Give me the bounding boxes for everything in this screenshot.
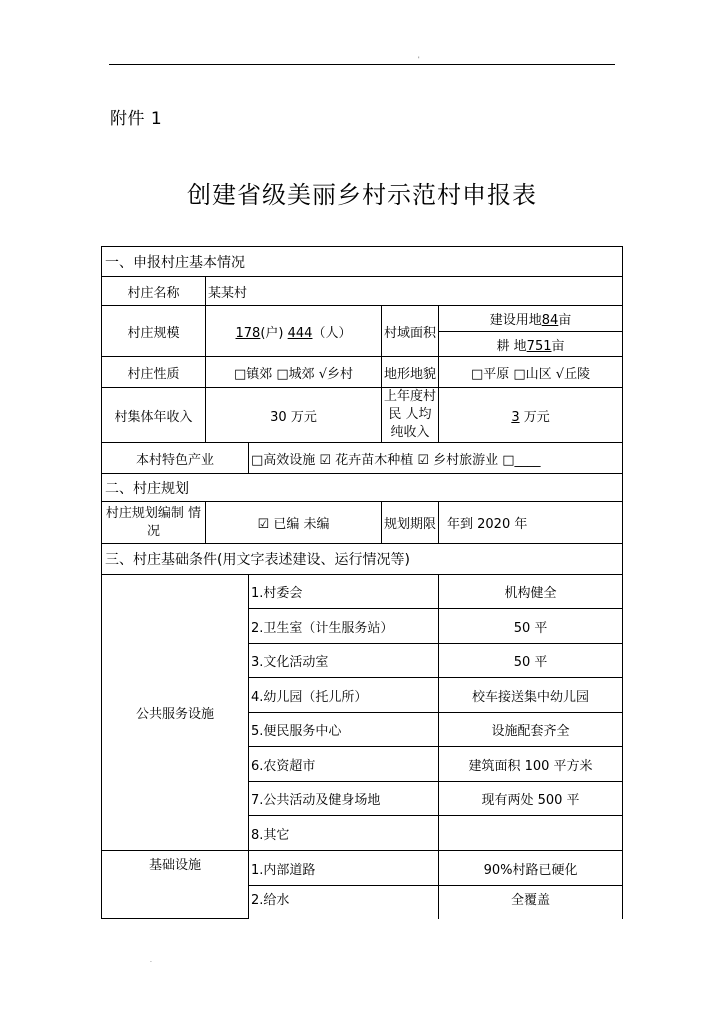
facility-name: 3.文化活动室: [249, 644, 439, 678]
facility-name: 6.农资超市: [249, 747, 439, 782]
income-row: [102, 388, 623, 443]
public-services-category: 公共服务设施: [102, 575, 249, 851]
facility-status: 机构健全: [439, 575, 623, 609]
village-name-value: 某某村: [206, 277, 623, 306]
facility-name: 1.村委会: [249, 575, 439, 609]
village-name-row: [102, 277, 623, 306]
farmland-label: 耕 地: [496, 338, 527, 354]
facility-status: 校车接送集中幼儿园: [439, 678, 623, 713]
section-row: [102, 544, 623, 575]
page-title: 创建省级美丽乡村示范村申报表: [187, 181, 537, 209]
header-mark: ': [418, 56, 420, 63]
village-scale-value: [206, 306, 382, 357]
planning-period-label: 规划期限: [382, 502, 439, 544]
farmland: [439, 332, 623, 357]
facility-name: 1.内部道路: [249, 851, 439, 886]
facility-name: 5.便民服务中心: [249, 713, 439, 747]
section-3-heading: 三、村庄基础条件(用文字表述建设、运行情况等): [102, 544, 623, 575]
farmland-value: 751: [526, 338, 552, 354]
terrain-label: 地形地貌: [382, 357, 439, 388]
facility-name: 2.给水: [249, 886, 439, 919]
facility-status: 50 平: [439, 609, 623, 644]
facility-status: 设施配套齐全: [439, 713, 623, 747]
construction-land-label: 建设用地: [489, 313, 542, 328]
per-capita-income: [439, 388, 623, 443]
nature-row: [102, 357, 623, 388]
farmland-unit: 亩: [551, 338, 565, 354]
facility-status: [439, 816, 623, 851]
header-rule: [109, 64, 615, 65]
planning-status-value[interactable]: ☑ 已编 未编: [206, 502, 382, 544]
application-form-table: [101, 246, 623, 919]
facility-name: 2.卫生室（计生服务站）: [249, 609, 439, 644]
table-row: [102, 851, 623, 886]
village-nature-options[interactable]: □镇郊 □城郊 √乡村: [206, 357, 382, 388]
footer-mark: .: [150, 957, 152, 964]
construction-land-unit: 亩: [558, 313, 572, 328]
attachment-label: 附件 1: [110, 109, 163, 129]
facility-name: 8.其它: [249, 816, 439, 851]
facility-status: 50 平: [439, 644, 623, 678]
planning-row: [102, 502, 623, 544]
households-unit: (户): [260, 325, 284, 341]
construction-land: [439, 306, 623, 332]
facility-name: 4.幼儿园（托儿所）: [249, 678, 439, 713]
industry-row: [102, 443, 623, 474]
population-value: 444: [287, 325, 313, 341]
per-capita-income-unit: 万元: [523, 409, 550, 425]
village-area-label: 村域面积: [382, 306, 439, 357]
terrain-options[interactable]: □平原 □山区 √丘陵: [439, 357, 623, 388]
section-row: [102, 247, 623, 277]
industry-label: 本村特色产业: [102, 443, 249, 474]
section-2-heading: 二、村庄规划: [102, 474, 623, 502]
village-nature-label: 村庄性质: [102, 357, 206, 388]
facility-status: 90%村路已硬化: [439, 851, 623, 886]
planning-period-value: 年到 2020 年: [439, 502, 623, 544]
per-capita-income-label: 上年度村民 人均纯收入: [382, 388, 439, 443]
facility-name: 7.公共活动及健身场地: [249, 782, 439, 816]
section-1-heading: 一、申报村庄基本情况: [102, 247, 623, 277]
construction-land-value: 84: [541, 313, 559, 328]
industry-options[interactable]: □高效设施 ☑ 花卉苗木种植 ☑ 乡村旅游业 □____: [249, 443, 623, 474]
households-value: 178: [235, 325, 261, 341]
facility-status: 建筑面积 100 平方米: [439, 747, 623, 782]
village-scale-row: [102, 306, 623, 332]
table-row: [102, 575, 623, 609]
facility-status: 全覆盖: [439, 886, 623, 919]
facility-status: 现有两处 500 平: [439, 782, 623, 816]
section-row: [102, 474, 623, 502]
village-scale-label: 村庄规模: [102, 306, 206, 357]
planning-status-label: 村庄规划编制 情 况: [102, 502, 206, 544]
population-unit: （人）: [312, 325, 352, 341]
per-capita-income-value: 3: [511, 409, 520, 425]
collective-income-value: 30 万元: [206, 388, 382, 443]
infrastructure-category: 基础设施: [102, 851, 249, 919]
collective-income-label: 村集体年收入: [102, 388, 206, 443]
village-name-label: 村庄名称: [102, 277, 206, 306]
